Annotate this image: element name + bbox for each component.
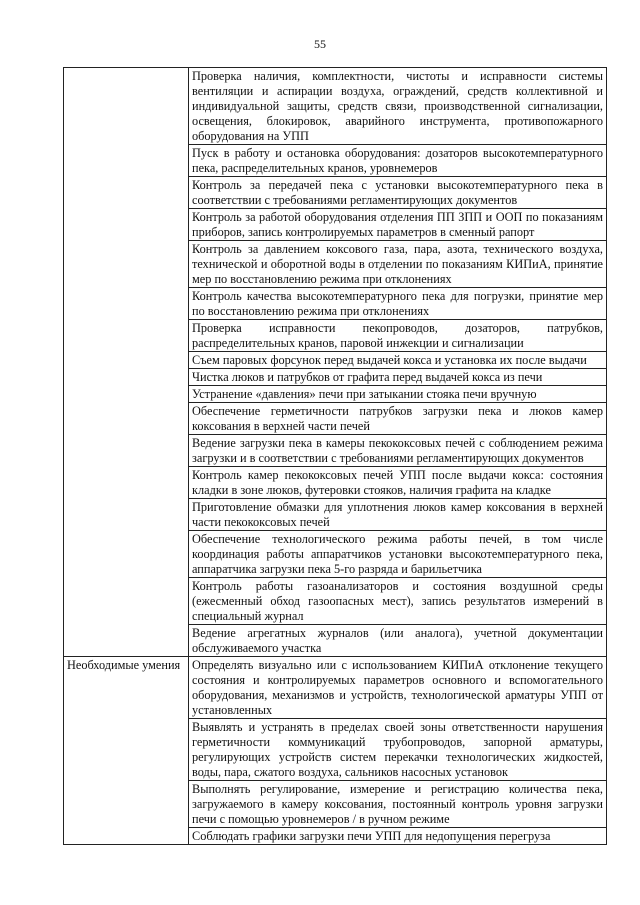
skills-item: Выполнять регулирование, измерение и регистрацию количества пека, загружаемого в камеру коксования, постоянный контроль уровня загрузки печи с помощью уровнемеров / в ручном режиме	[189, 781, 607, 828]
duties-item: Съем паровых форсунок перед выдачей кокса и установка их после выдачи	[189, 352, 607, 369]
duties-item: Контроль камер пекококсовых печей УПП после выдачи кокса: состояния кладки в зоне люков, футеровки стояков, наличия графита на кладке	[189, 467, 607, 499]
skills-item: Определять визуально или с использованием КИПиА отклонение текущего состояния и контролируемых параметров основного и вспомогательного оборудования, механизмов и устройств, технологической арматуры УПП от установленных	[189, 657, 607, 719]
skills-item: Соблюдать графики загрузки печи УПП для недопущения перегруза	[189, 828, 607, 845]
duties-item: Приготовление обмазки для уплотнения люков камер коксования в верхней части пекококсовых печей	[189, 499, 607, 531]
duties-item: Чистка люков и патрубков от графита перед выдачей кокса из печи	[189, 369, 607, 386]
skills-section-label: Необходимые умения	[64, 657, 189, 845]
duties-item: Ведение загрузки пека в камеры пекококсовых печей с соблюдением режима загрузки и в соответствии с требованиями регламентирующих документов	[189, 435, 607, 467]
table-row	[64, 68, 607, 145]
skills-item: Выявлять и устранять в пределах своей зоны ответственности нарушения герметичности коммуникаций трубопроводов, запорной арматуры, регулирующих устройств систем перекачки технологических жидкостей, воды, пара, сжатого воздуха, сальников насосных установок	[189, 719, 607, 781]
competency-table	[63, 67, 607, 845]
duties-item: Контроль работы газоанализаторов и состояния воздушной среды (ежесменный обход газоопасных мест), запись результатов измерений в специальный журнал	[189, 578, 607, 625]
duties-section-label	[64, 68, 189, 657]
duties-item: Контроль за давлением коксового газа, пара, азота, технического воздуха, технической и оборотной воды в отделении по показаниям КИПиА, принятие мер по восстановлению режима при отклонениях	[189, 241, 607, 288]
table-row	[64, 657, 607, 719]
duties-item: Ведение агрегатных журналов (или аналога), учетной документации обслуживаемого участка	[189, 625, 607, 657]
duties-item: Контроль качества высокотемпературного пека для погрузки, принятие мер по восстановлению режима при отклонениях	[189, 288, 607, 320]
duties-item: Контроль за работой оборудования отделения ПП ЗПП и ООП по показаниям приборов, запись контролируемых параметров в сменный рапорт	[189, 209, 607, 241]
page-number: 55	[314, 37, 326, 51]
duties-item: Обеспечение технологического режима работы печей, в том числе координация работы аппаратчиков установки высокотемпературного пека, аппаратчика загрузки пека 5-го разряда и барильетчика	[189, 531, 607, 578]
duties-item: Проверка наличия, комплектности, чистоты и исправности системы вентиляции и аспирации воздуха, ограждений, средств коллективной и индивидуальной защиты, средств связи, производственной сигнализации, освещения, блокировок, аварийного инструмента, противопожарного оборудования на УПП	[189, 68, 607, 145]
duties-item: Пуск в работу и остановка оборудования: дозаторов высокотемпературного пека, распределительных кранов, уровнемеров	[189, 145, 607, 177]
duties-item: Обеспечение герметичности патрубков загрузки пека и люков камер коксования в верхней части печей	[189, 403, 607, 435]
duties-item: Устранение «давления» печи при затыкании стояка печи вручную	[189, 386, 607, 403]
duties-item: Проверка исправности пекопроводов, дозаторов, патрубков, распределительных кранов, паровой инжекции и сигнализации	[189, 320, 607, 352]
duties-item: Контроль за передачей пека с установки высокотемпературного пека в соответствии с требованиями регламентирующих документов	[189, 177, 607, 209]
